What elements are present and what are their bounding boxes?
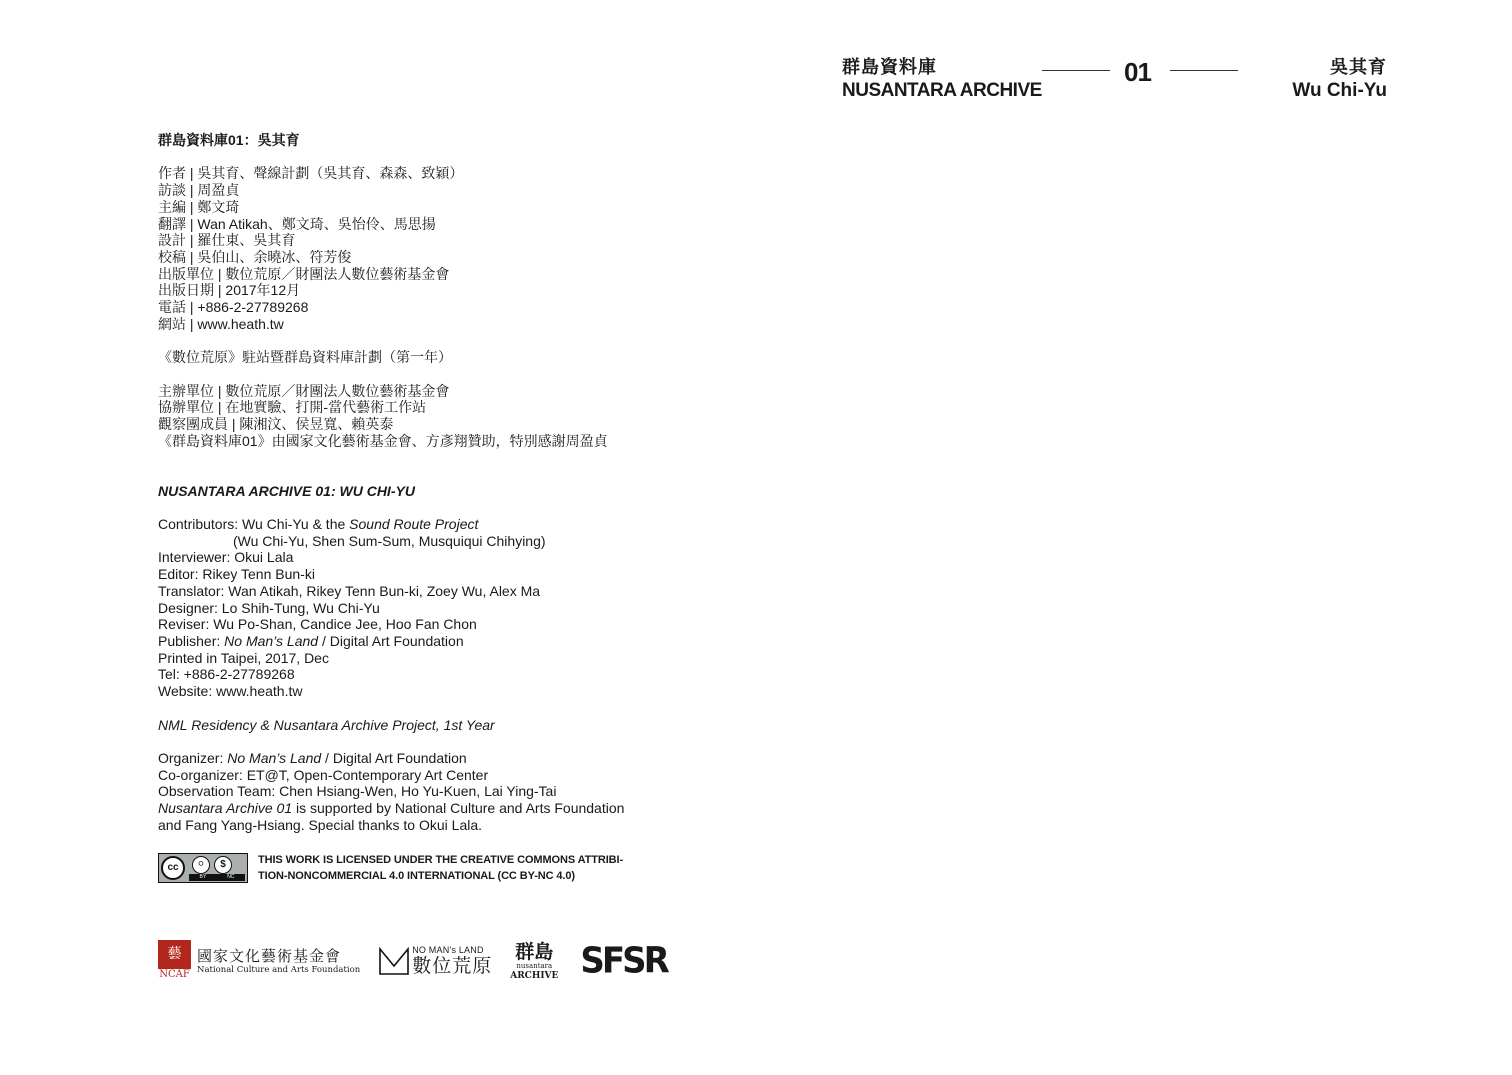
archive-title-zh: 群島資料庫 — [842, 57, 937, 77]
zh-organizer-line: 主辦單位 | 數位荒原／財團法人數位藝術基金會 — [158, 382, 450, 399]
zh-project-line: 《數位荒原》駐站暨群島資料庫計劃（第一年） — [158, 349, 452, 366]
cc-icon: cc — [161, 856, 185, 880]
ncaf-wordmark — [197, 948, 360, 975]
en-support-suffix: is supported by National Culture and Arts Foundation — [292, 800, 625, 816]
badge-nc-label: NC — [227, 874, 235, 880]
colophon-title-zh: 群島資料庫01：吳其育 — [158, 132, 300, 148]
en-contributors — [158, 516, 678, 533]
ncaf-name-zh: 國家文化藝術基金會 — [197, 946, 342, 965]
license-text — [258, 852, 648, 884]
zh-credit-line: 作者 | 吳其育、聲線計劃（吳其育、森森、致穎） — [158, 165, 464, 182]
archive-title — [842, 55, 1042, 103]
en-publisher-suffix: / Digital Art Foundation — [318, 633, 464, 649]
zh-credit-line: 設計 | 羅仕東、吳其育 — [158, 232, 296, 249]
nml-name-en: NO MAN’s LAND — [412, 945, 484, 955]
zh-credit-line: 出版日期 | 2017年12月 — [158, 282, 301, 299]
nml-logo — [378, 945, 492, 977]
nml-m-icon — [378, 946, 410, 976]
zh-credit-line: 出版單位 | 數位荒原／財團法人數位藝術基金會 — [158, 265, 450, 282]
en-organizer-suffix: / Digital Art Foundation — [321, 749, 467, 766]
en-contributors-project: Sound Route Project — [349, 516, 479, 533]
nusantara-name-zh: 群島 — [515, 940, 554, 963]
attribution-icon: ⚪ — [192, 856, 210, 874]
nusantara-name-small: nusantara — [516, 961, 553, 970]
en-publisher-prefix: Publisher: — [158, 633, 225, 649]
nusantara-logo — [510, 942, 558, 981]
en-support-title: Nusantara Archive 01 — [158, 800, 293, 816]
colophon-title-en: NUSANTARA ARCHIVE 01: WU CHI-YU — [158, 482, 415, 499]
en-contributors-cont: (Wu Chi-Yu, Shen Sum-Sum, Musquiqui Chihying) — [233, 532, 546, 549]
en-project-line: NML Residency & Nusantara Archive Project, 1st Year — [158, 716, 495, 733]
ncaf-seal: 藝 — [158, 940, 191, 969]
archive-title-en: NUSANTARA ARCHIVE — [842, 80, 1042, 101]
en-publisher — [158, 633, 678, 650]
en-organizer — [158, 750, 678, 767]
badge-label-bar — [189, 874, 245, 881]
zh-credit-line: 電話 | +886-2-27789268 — [158, 299, 309, 316]
nml-name-zh: 數位荒原 — [412, 955, 493, 977]
header-rule-left — [1042, 70, 1110, 71]
en-credit-line: Designer: Lo Shih-Tung, Wu Chi-Yu — [158, 599, 380, 616]
en-credit-line: Reviser: Wu Po-Shan, Candice Jee, Hoo Fan Chon — [158, 616, 477, 633]
nusantara-archive-label: ARCHIVE — [510, 970, 559, 981]
cc-by-nc-badge-icon — [158, 853, 248, 883]
en-website: Website: www.heath.tw — [158, 683, 303, 700]
en-observation: Observation Team: Chen Hsiang-Wen, Ho Yu-Kuen, Lai Ying-Tai — [158, 783, 557, 800]
author-name — [1292, 55, 1387, 103]
zh-credit-line: 主編 | 鄭文琦 — [158, 198, 240, 215]
colophon — [158, 132, 678, 833]
zh-credit-line: 校稿 | 吳伯山、余曉冰、符芳俊 — [158, 248, 352, 265]
zh-organizer-line: 協辦單位 | 在地實驗、打開-當代藝術工作站 — [158, 399, 427, 416]
page-header — [842, 55, 1387, 105]
zh-organizer-line: 觀察團成員 | 陳湘汶、侯昱寬、賴英泰 — [158, 415, 394, 432]
license-line: THIS WORK IS LICENSED UNDER THE CREATIVE COMMONS ATTRIBI- — [258, 854, 624, 866]
en-publisher-name: No Man’s Land — [224, 633, 319, 649]
sponsor-logos — [158, 938, 667, 984]
ncaf-name-en: National Culture and Arts Foundation — [197, 964, 361, 975]
zh-credit-line: 網站 | www.heath.tw — [158, 315, 284, 332]
zh-organizers — [158, 383, 678, 450]
author-name-zh: 吳其育 — [1330, 57, 1387, 77]
en-credit-line: Editor: Rikey Tenn Bun-ki — [158, 566, 315, 583]
en-coorganizer: Co-organizer: ET@T, Open-Contemporary Art Center — [158, 766, 489, 783]
noncommercial-icon: $ — [214, 856, 232, 874]
en-support-line2: and Fang Yang-Hsiang. Special thanks to Okui Lala. — [158, 816, 483, 833]
zh-credit-line: 訪談 | 周盈貞 — [158, 182, 240, 199]
header-rule-right — [1170, 70, 1238, 71]
en-support — [158, 800, 678, 817]
en-credit-line: Interviewer: Okui Lala — [158, 549, 294, 566]
zh-credit-line: 翻譯 | Wan Atikah、鄭文琦、吳怡伶、馬思揚 — [158, 215, 436, 232]
license-block — [158, 852, 648, 884]
en-tel: Tel: +886-2-27789268 — [158, 666, 295, 683]
sfsr-logo: SFSR — [580, 940, 667, 982]
author-name-en: Wu Chi-Yu — [1292, 80, 1387, 101]
zh-credits — [158, 165, 678, 332]
en-printed: Printed in Taipei, 2017, Dec — [158, 649, 329, 666]
en-organizer-prefix: Organizer: — [158, 749, 228, 766]
issue-number: 01 — [1124, 57, 1151, 87]
zh-organizer-line: 《群島資料庫01》由國家文化藝術基金會、方彥翔贊助，特別感謝周盈貞 — [158, 432, 608, 449]
badge-by-label: BY — [199, 874, 207, 880]
ncaf-label: NCAF — [159, 969, 190, 980]
en-contributors-prefix: Contributors: Wu Chi-Yu & the — [158, 516, 350, 533]
en-credit-line: Translator: Wan Atikah, Rikey Tenn Bun-ki, Zoey Wu, Alex Ma — [158, 582, 541, 599]
license-line: TION-NONCOMMERCIAL 4.0 INTERNATIONAL (CC BY-NC 4.0) — [258, 870, 575, 882]
en-organizer-name: No Man’s Land — [227, 749, 322, 766]
ncaf-logo-icon — [158, 940, 191, 982]
